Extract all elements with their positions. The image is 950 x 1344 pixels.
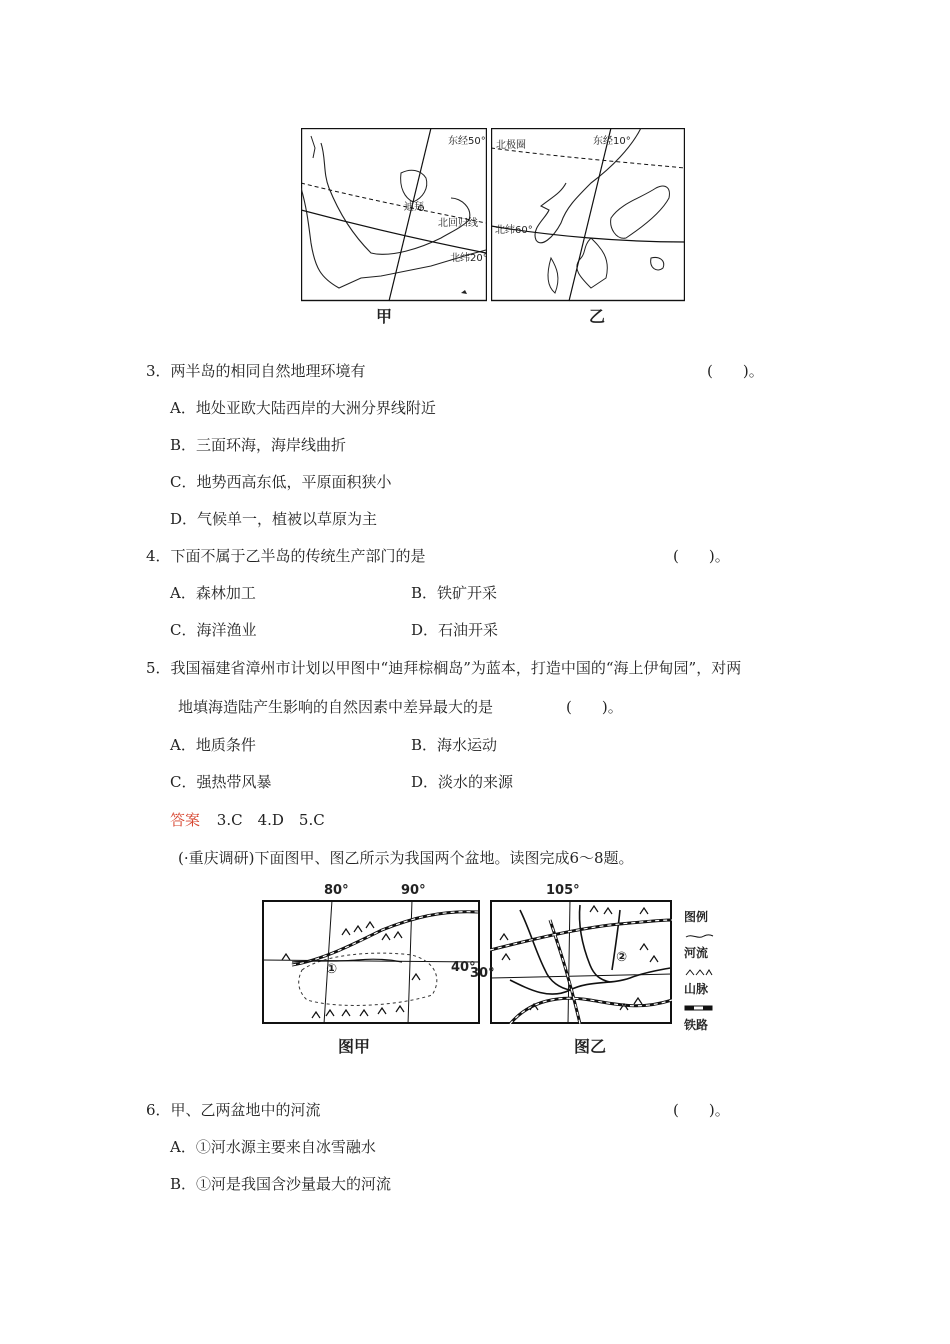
q3-option-d: D．气候单一，植被以草原为主 (170, 510, 378, 528)
figure-1-maps (300, 128, 690, 328)
map-yi-latitude-label: 北纬60° (495, 225, 533, 236)
q5-stem-line-2: 地填海造陆产生影响的自然因素中差异最大的是 (178, 698, 494, 716)
map-tu-jia-marker: ① (326, 962, 338, 977)
q4-answer-paren: ( )。 (673, 547, 730, 565)
q3-option-c: C．地势西高东低，平原面积狭小 (170, 473, 392, 491)
q3-answer-paren: ( )。 (707, 362, 764, 380)
map-tu-yi-marker: ② (616, 950, 628, 965)
map-jia-latitude-label: 北纬20° (450, 253, 488, 264)
q5-option-d: D．淡水的来源 (411, 773, 514, 791)
legend-railway-symbol (684, 1004, 714, 1012)
map-jia-tropic-label: 北回归线 (438, 218, 478, 229)
map-yi-caption: 乙 (589, 307, 606, 326)
map-jia-longitude-label: 东经50° (448, 136, 486, 147)
map-tu-yi-lon-105: 105° (546, 883, 580, 898)
map-legend (684, 908, 724, 1033)
q6-option-a: A．①河水源主要来自冰雪融水 (170, 1138, 376, 1156)
map-yi-arctic-circle-label: 北极圈 (496, 140, 526, 151)
q3-option-b: B．三面环海，海岸线曲折 (170, 436, 347, 454)
q6-stem: 6．甲、乙两盆地中的河流 (146, 1101, 321, 1119)
map-tu-yi-lat-30: 30° (470, 966, 495, 981)
answer-line (170, 809, 325, 830)
legend-railway: 铁路 (684, 1018, 709, 1032)
q3-stem: 3．两半岛的相同自然地理环境有 (146, 362, 366, 380)
q5-option-b: B．海水运动 (411, 736, 498, 754)
q4-option-a: A．森林加工 (170, 584, 256, 602)
legend-title: 图例 (684, 910, 709, 924)
map-tu-yi-caption: 图乙 (574, 1037, 607, 1056)
q6-option-b: B．①河是我国含沙量最大的河流 (170, 1175, 392, 1193)
answer-text: 3.C 4.D 5.C (216, 811, 325, 829)
map-jia-city-label: 迪拜 (404, 202, 424, 213)
q5-stem-line-1: 5．我国福建省漳州市计划以甲图中“迪拜棕榈岛”为蓝本，打造中国的“海上伊甸园”，对两 (146, 659, 742, 677)
legend-river: 河流 (684, 946, 709, 960)
map-tu-jia-caption: 图甲 (338, 1037, 371, 1056)
q5-option-a: A．地质条件 (170, 736, 256, 754)
q4-option-c: C．海洋渔业 (170, 621, 257, 639)
legend-mountain: 山脉 (684, 982, 709, 996)
map-tu-jia-lon-80: 80° (324, 883, 349, 898)
figure-2-maps (260, 880, 720, 1060)
answer-label: 答案 (170, 811, 201, 829)
map-jia-caption: 甲 (376, 307, 393, 326)
q5-option-c: C．强热带风暴 (170, 773, 272, 791)
map-tu-jia-lat-40: 40° (451, 960, 476, 975)
map-tu-jia-lon-90: 90° (401, 883, 426, 898)
q4-option-b: B．铁矿开采 (411, 584, 498, 602)
map-yi-longitude-label: 东经10° (593, 136, 631, 147)
map-tu-yi-basin (490, 900, 672, 1024)
legend-river-symbol (684, 932, 714, 940)
intro-text: (·重庆调研)下面图甲、图乙所示为我国两个盆地。读图完成6～8题。 (178, 849, 634, 867)
q6-answer-paren: ( )。 (673, 1101, 730, 1119)
q4-stem: 4．下面不属于乙半岛的传统生产部门的是 (146, 547, 426, 565)
map-yi-scandinavian-peninsula (491, 128, 685, 302)
map-tu-jia-basin (262, 900, 480, 1024)
q4-option-d: D．石油开采 (411, 621, 499, 639)
legend-mountain-symbol (684, 968, 714, 976)
q3-option-a: A．地处亚欧大陆西岸的大洲分界线附近 (170, 399, 436, 417)
q5-answer-paren: ( )。 (566, 698, 623, 716)
